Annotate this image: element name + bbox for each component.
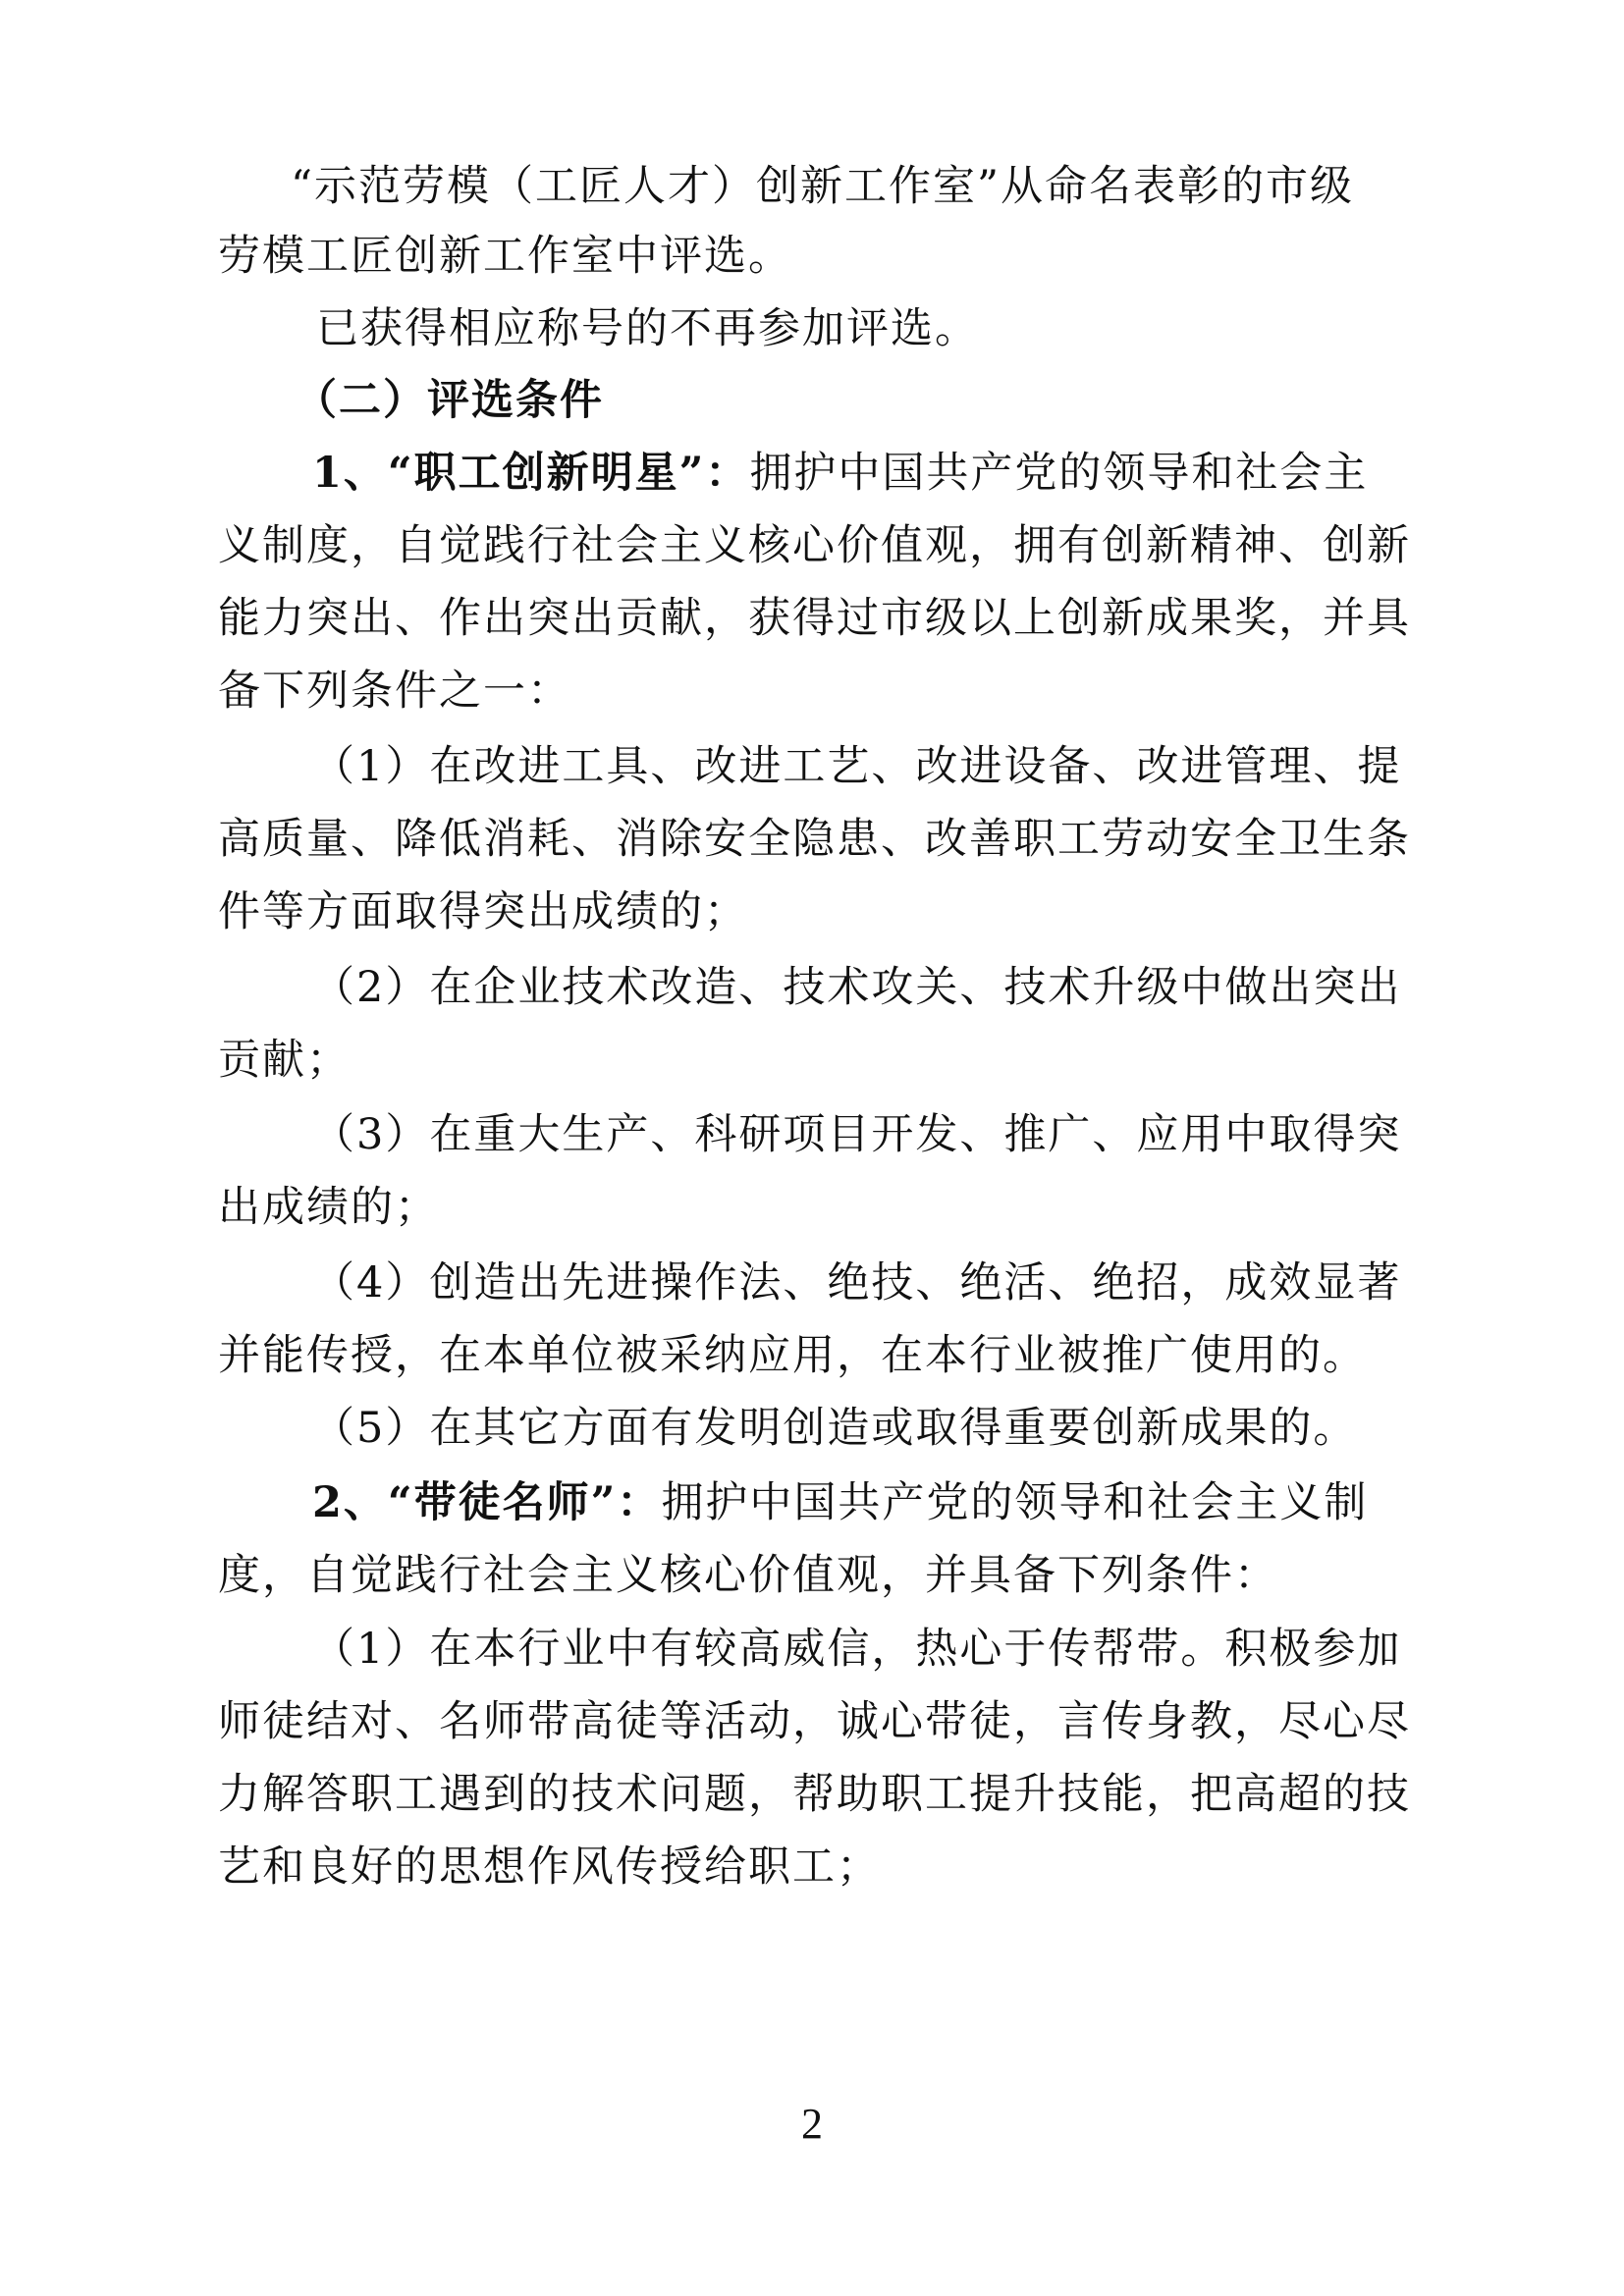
paragraph-line: 力解答职工遇到的技术问题，帮助职工提升技能，把高超的技 bbox=[218, 1770, 1411, 1819]
paragraph-line: 并能传授，在本单位被采纳应用，在本行业被推广使用的。 bbox=[218, 1331, 1367, 1380]
paragraph-line: 贡献； bbox=[218, 1036, 351, 1085]
paragraph-line: 义制度，自觉践行社会主义核心价值观，拥有创新精神、创新 bbox=[218, 521, 1411, 570]
paragraph-line: （3）在重大生产、科研项目开发、推广、应用中取得突 bbox=[312, 1110, 1402, 1159]
paragraph-line: 出成绩的； bbox=[218, 1183, 439, 1232]
item-text: 拥护中国共产党的领导和社会主义制 bbox=[661, 1478, 1369, 1527]
paragraph-line: （1）在改进工具、改进工艺、改进设备、改进管理、提 bbox=[312, 742, 1402, 791]
item-line bbox=[312, 1473, 1368, 1532]
paragraph-line: 备下列条件之一： bbox=[218, 667, 571, 716]
paragraph-line: 能力突出、作出突出贡献，获得过市级以上创新成果奖，并具 bbox=[218, 594, 1411, 643]
section-heading: （二）评选条件 bbox=[295, 376, 604, 425]
paragraph-line: （1）在本行业中有较高威信，热心于传帮带。积极参加 bbox=[312, 1625, 1402, 1674]
item-text: 拥护中国共产党的领导和社会主 bbox=[749, 449, 1369, 498]
item-lead: 1、“职工创新明星”： bbox=[312, 449, 750, 498]
paragraph-line: 高质量、降低消耗、消除安全隐患、改善职工劳动安全卫生条 bbox=[218, 815, 1411, 864]
paragraph-line: （2）在企业技术改造、技术攻关、技术升级中做出突出 bbox=[312, 963, 1402, 1012]
paragraph-line: 度，自觉践行社会主义核心价值观，并具备下列条件： bbox=[218, 1551, 1278, 1600]
paragraph-line: “示范劳模（工匠人才）创新工作室”从命名表彰的市级 bbox=[291, 162, 1354, 211]
paragraph-line: 已获得相应称号的不再参加评选。 bbox=[316, 304, 979, 353]
item-line bbox=[312, 444, 1368, 503]
paragraph-line: （4）创造出先进操作法、绝技、绝活、绝招，成效显著 bbox=[312, 1258, 1402, 1308]
paragraph-line: 艺和良好的思想作风传授给职工； bbox=[218, 1842, 881, 1892]
paragraph-line: 师徒结对、名师带高徒等活动，诚心带徒，言传身教，尽心尽 bbox=[218, 1697, 1411, 1746]
paragraph-line: 劳模工匠创新工作室中评选。 bbox=[218, 232, 792, 281]
item-lead: 2、“带徒名师”： bbox=[312, 1478, 662, 1527]
paragraph-line: （5）在其它方面有发明创造或取得重要创新成果的。 bbox=[312, 1404, 1358, 1453]
paragraph-line: 件等方面取得突出成绩的； bbox=[218, 887, 748, 936]
page-number: 2 bbox=[801, 2100, 823, 2148]
